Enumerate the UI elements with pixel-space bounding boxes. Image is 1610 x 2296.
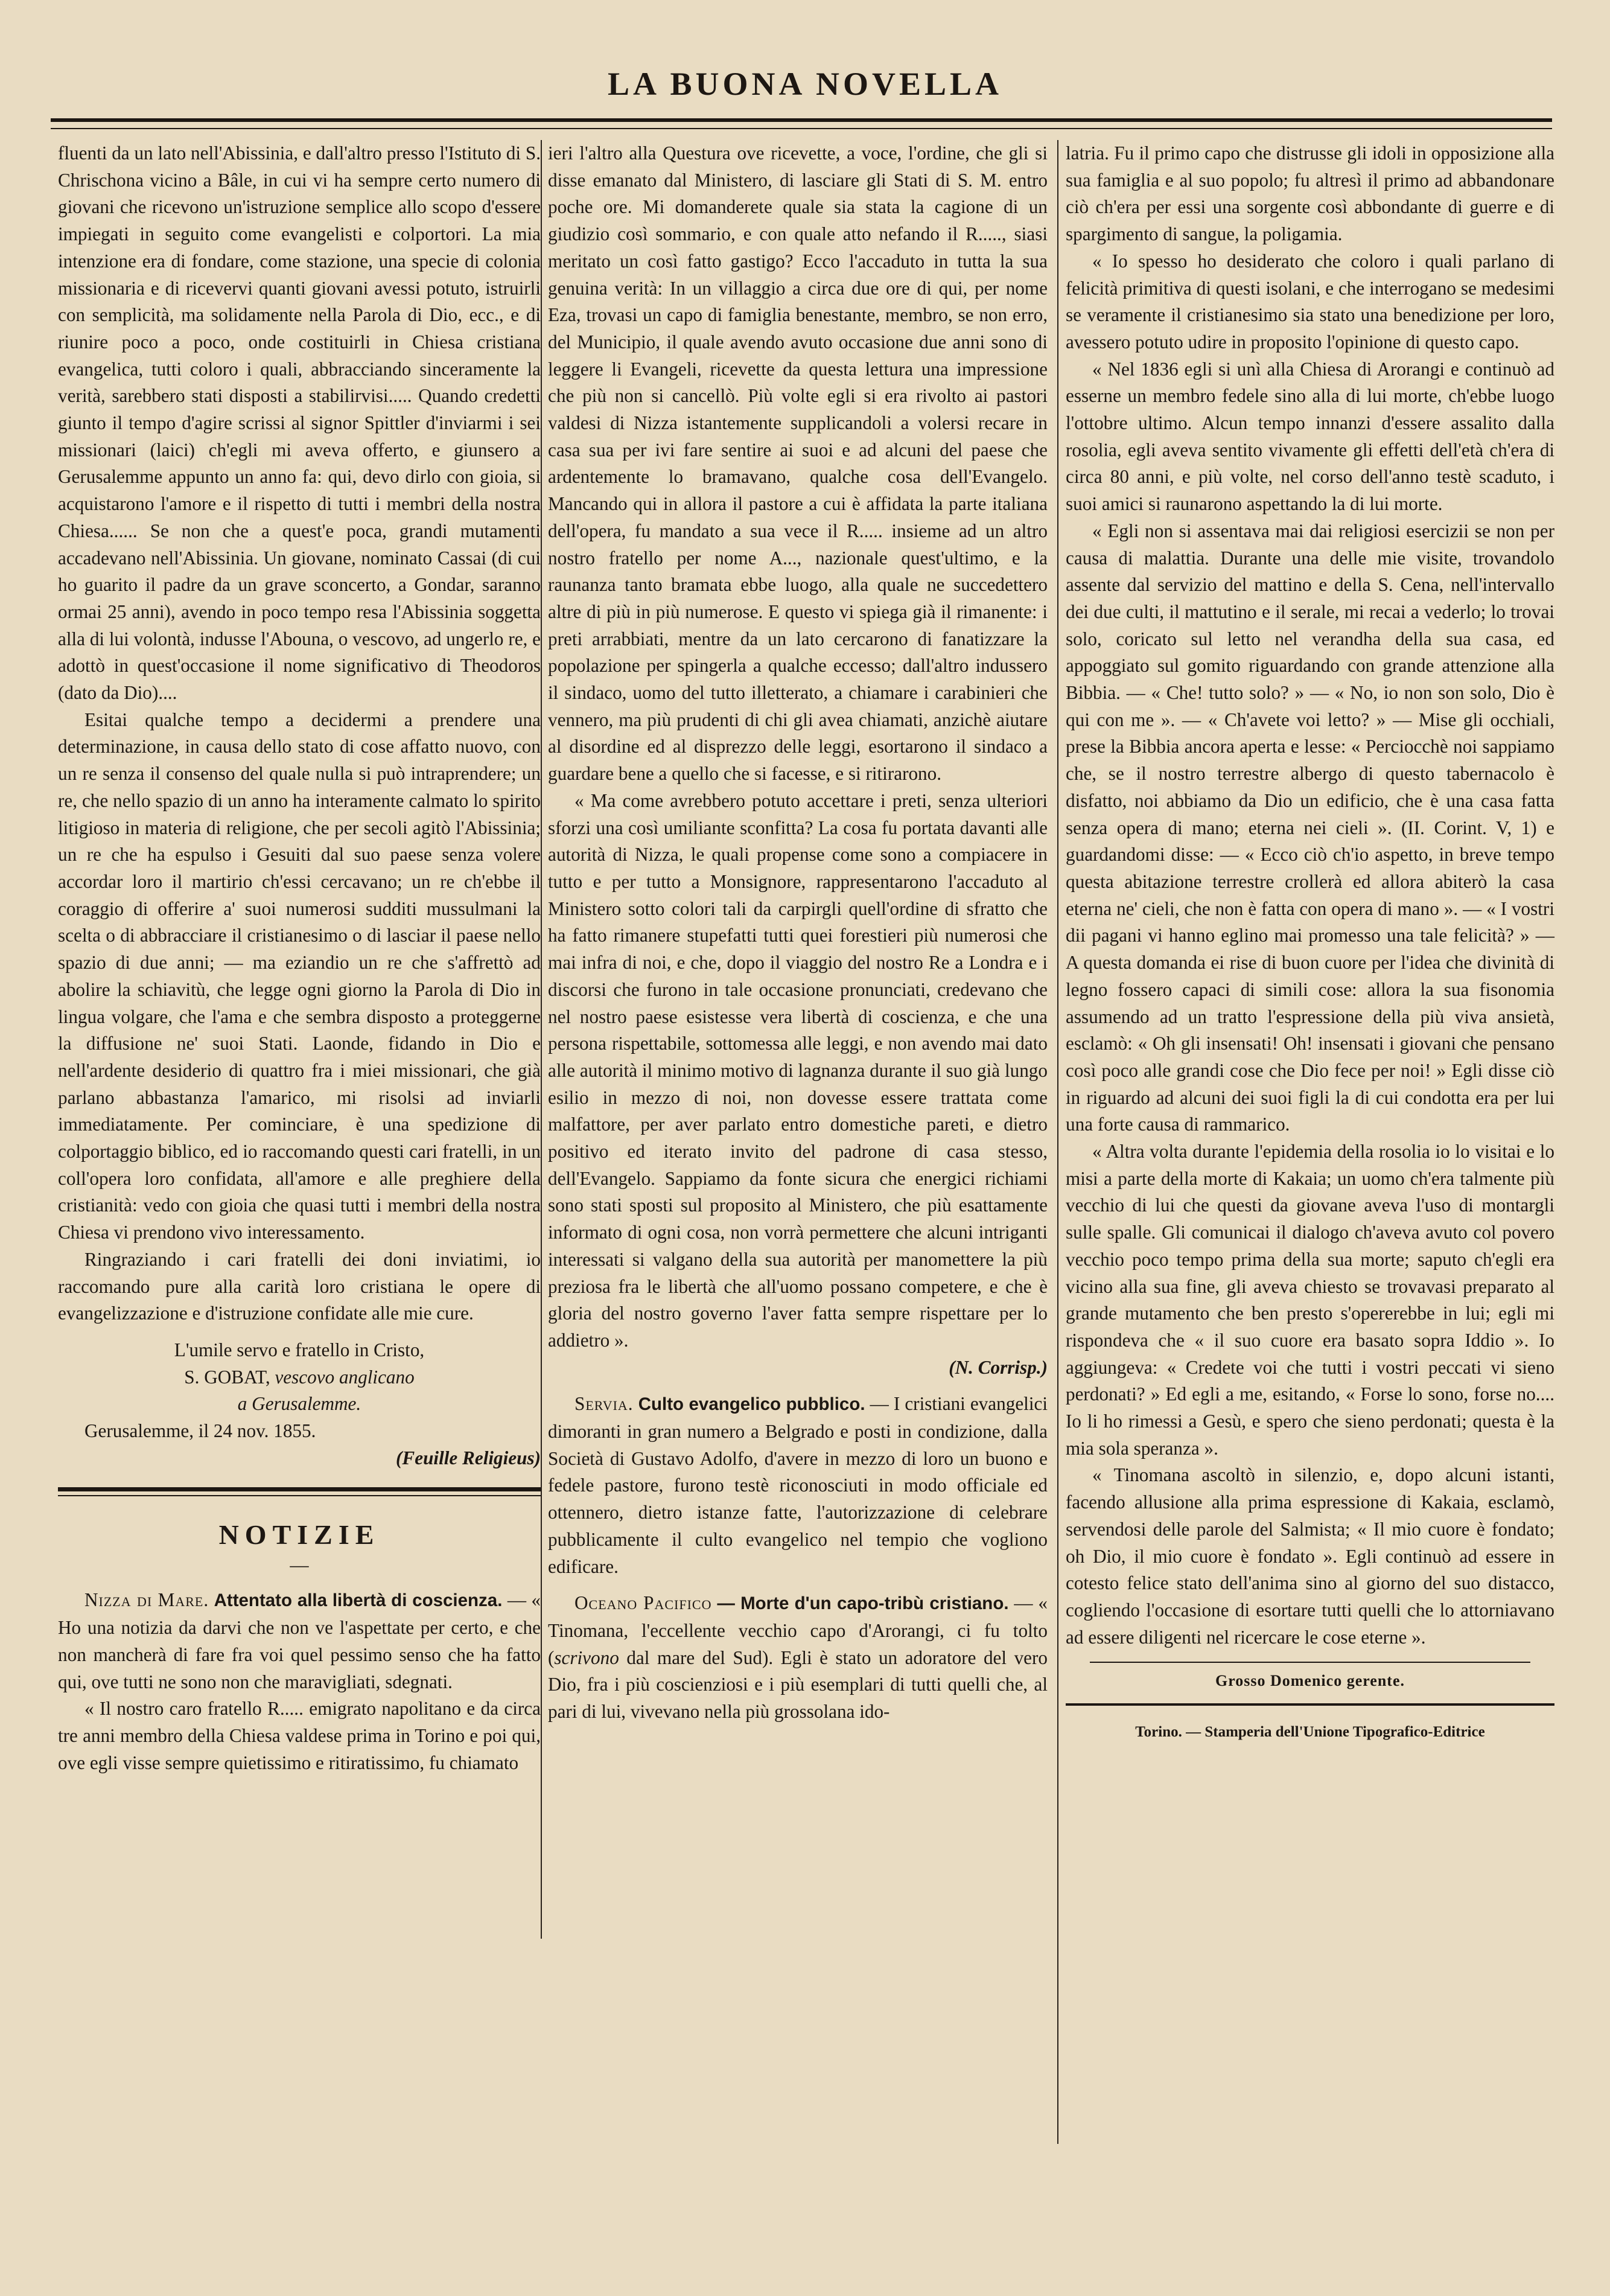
printer-line: Torino. — Stamperia dell'Unione Tipografico-Editrice (1135, 1724, 1485, 1741)
news-text: — « Ho una notizia da darvi che non ve l'aspettate per certo, e che non mancherà di fare fra voi quel pessimo senso che ha fatto qui, ove tutti ne sono non che maravigliati, sdegnati. (58, 1589, 541, 1692)
news-place: Servia. (574, 1393, 634, 1415)
section-separator (58, 1487, 541, 1496)
column-2 (548, 140, 1048, 1726)
news-text: « Altra volta durante l'epidemia della rosolia io lo visitai e lo misi a parte della morte di Kakaia; un uomo ch'era talmente più vecchio di lui che questi da giovane aveva l'uso di montargli sulle spalle. Gli comunicai il dialogo ch'aveva avuto col povero vecchio poco tempo prima della sua morte; saputo ch'egli era vicino alla sua fine, gli aveva chiesto se trovavasi preparato al grande mutamento che ben presto s'opererebbe in lui; egli mi rispondeva che « il suo cuore era basato sopra Iddio ». Io aggiungeva: « Credete voi che tutti i vostri peccati vi sieno perdonati? » Ed egli a me, esitando, « Forse lo sono, forse no.... Io li ho rimessi a Gesù, e spero che sieno perdonati; questa è la mia sola speranza ». (1066, 1141, 1554, 1459)
letter-paragraph: Ringraziando i cari fratelli dei doni inviatimi, io raccomando pure alla carità loro cristiana le opere di evangelizzazione e d'istruzione confidate alle mie cure. (58, 1248, 541, 1324)
news-headline: — Morte d'un capo-tribù cristiano. (717, 1593, 1009, 1614)
footer-rule (1090, 1662, 1530, 1663)
news-item-nizza (58, 1587, 541, 1695)
signer-place: a Gerusalemme. (237, 1393, 361, 1415)
news-item-servia (548, 1391, 1048, 1580)
signer-place-line (58, 1391, 541, 1418)
column-divider (1057, 140, 1058, 2144)
news-text: « Nel 1836 egli si unì alla Chiesa di Arorangi e continuò ad esserne un membro fedele sino alla di lui morte, ch'ebbe luogo l'ottobre ultimo. Alcun tempo innanzi d'essere assalito dalla rosolia, egli aveva sentito vivamente gli effetti dell'età ch'era di circa 80 anni, e più volte, nel corso dell'anno testè scaduto, i suoi amici si raunarono aspettando la di lui morte. (1066, 358, 1554, 515)
column-3 (1066, 140, 1554, 1746)
news-headline: Attentato alla libertà di coscienza. (214, 1590, 503, 1611)
letter-closing: L'umile servo e fratello in Cristo, (174, 1339, 425, 1360)
section-title: NOTIZIE (218, 1519, 380, 1551)
column-divider (541, 140, 542, 1939)
news-place: Nizza di Mare. (84, 1589, 209, 1611)
manager-line: Grosso Domenico gerente. (1215, 1672, 1405, 1690)
letter-signature (58, 1364, 541, 1391)
news-text-italic: scrivono (554, 1647, 619, 1668)
masthead-title: LA BUONA NOVELLA (607, 66, 1003, 102)
news-text: « Egli non si assentava mai dai religiosi esercizii se non per causa di malattia. Durante una delle mie visite, trovandolo assente dal servizio del mattino e della S. Cena, nell'intervallo dei due culti, il mattutino e il serale, mi recai a vederlo; lo trovai solo, coricato sul letto nel verandha della sua casa, ed appoggiato sul gomito riguardando con grande attenzione alla Bibbia. — « Che! tutto solo? » — « No, io non son solo, Dio è qui con me ». — « Ch'avete voi letto? » — Mise gli occhiali, prese la Bibbia ancora aperta e lesse: « Perciocchè noi sappiamo che, se il nostro terrestre albergo di questo tabernacolo è disfatto, noi abbiamo da Dio un edificio, che è una casa fatta senza opera di mano; eterna nei cieli ». (II. Corint. V, 1) e guardandomi disse: — « Ecco ciò ch'io aspetto, in breve tempo questa abitazione terrestre crollerà ed allora abiterò la casa eterna ne' cieli, che non è fatta con opera di mano ». — « I vostri dii pagani vi hanno eglino mai promesso una tale felicità? » — A questa domanda ei rise di buon cuore per l'idea che divinità di legno fossero capaci di simili cose: allora la sua fisonomia assumendo ad un tratto l'espressione della più viva ansietà, esclamò: « Oh gli insensati! Oh! insensati i giovani che pensano così poco alle grandi cose che Dio fece per noi! » Egli disse ciò in riguardo ad alcuni dei suoi figli la di cui condotta era per lui una forte causa di rammarico. (1066, 520, 1554, 1135)
letter-paragraph: Esitai qualche tempo a decidermi a prendere una determinazione, in causa dello stato di cose affatto nuovo, con un re senza il consenso del quale nulla si può intraprendere; un re, che nello spazio di un anno ha interamente calmato lo spirito litigioso in materia di religione, che per secoli agitò l'Abissinia; un re che ha espulso i Gesuiti dal suo paese senza volere accordar loro il martirio ch'essi cercavano; un re ch'ebbe il coraggio di offerire a' suoi numerosi sudditi mussulmani la scelta o di abbracciare il cristianesimo o di lasciar il paese nello spazio di due anni; — ma eziandio un re che s'affrettò ad abolire la schiavitù, che legge ogni giorno la Parola di Dio in lingua volgare, che l'ama e che sembra disposto a proteggerne la diffusione ne' suoi Stati. Laonde, fidando in Dio e nell'ardente desiderio di quattro fra i miei missionari, che già parlano abbastanza l'amarico, mi risolsi ad inviarli immediatamente. Per cominciare, è una spedizione di colportaggio biblico, ed io raccomando questi cari fratelli, in un coll'opera loro confidata, all'amore e alle preghiere della cristianità: vedo con gioia che quasi tutti i membri della nostra Chiesa vi prendono vivo interessamento. (58, 709, 541, 1243)
news-text: — I cristiani evangelici dimoranti in gran numero a Belgrado e posti in condizione, dalla Società di Gustavo Adolfo, d'avere in mezzo di loro un buono e fedele pastore, furono testè riconosciuti in modo officiale ed ottennero, dietro istanze fatte, l'autorizzazione di celebrare pubblicamente il culto evangelico nel tempio che vogliono edificare. (548, 1393, 1048, 1577)
news-headline: Culto evangelico pubblico. (638, 1394, 865, 1415)
news-text: « Ma come avrebbero potuto accettare i preti, senza ulteriori sforzi una così umiliante sconfitta? La cosa fu portata davanti alle autorità di Nizza, le quali propense come sono a compiacere in tutto e per tutto a Monsignore, rappresentarono l'accaduto al Ministero sotto colori tali da carpirgli quell'ordine di sfratto che ha fatto rimanere stupefatti tutti quei forestieri più numerosi che mai infra di noi, e che, dopo il viaggio del nostro Re a Londra e i discorsi che furono in tale occasione pronunciati, credevano che nel nostro paese esistesse vera libertà di coscienza, e che una persona rispettabile, sottomessa alle leggi, e non avendo mai dato alle autorità il minimo motivo di lagnanza durante il suo già lungo esilio in mezzo di noi, non dovesse essere trattata come malfattore, per aver parlato entro domestiche pareti, e dietro positivo ed iterato invito del padrone di casa stesso, dell'Evangelo. Sappiamo da fonte sicura che energici richiami sono stati sposti sul proposito al Ministero, che più esattamente informato di ogni cosa, non vorrà permettere che alcuni intriganti interessati si valgano della sua autorità per manomettere la più preziosa fra le libertà che all'uomo possano competere, e che è gloria del nostro governo l'aver fatta sempre rispettare per lo addietro ». (548, 789, 1048, 1351)
news-place: Oceano Pacifico (574, 1592, 712, 1614)
masthead-rule (51, 118, 1552, 129)
news-text: — « Tinomana, l'eccellente vecchio capo d'Arorangi, ci fu tolto ( (548, 1592, 1048, 1668)
news-text: latria. Fu il primo capo che distrusse gli idoli in opposizione alla sua famiglia e al suo popolo; fu altresì il primo ad abbandonare ciò ch'era per essi una sorgente così abbondante di guerre e di spargimento di sangue, la poligamia. (1066, 142, 1554, 245)
article-source: (N. Corrisp.) (949, 1356, 1048, 1378)
letter-paragraph: fluenti da un lato nell'Abissinia, e dall'altro presso l'Istituto di S. Chrischona vicino a Bâle, in cui vi ha sempre certo numero di giovani che ricevono un'istruzione semplice allo scopo d'essere impiegati in seguito come evangelisti e colportori. La mia intenzione era di fondare, come stazione, una specie di colonia missionaria e di ricevervi quanti giovani avessi potuto, istruirli con semplicità, ma solidamente nella Parola di Dio, ecc., e di riunire poco a poco, onde costituirli in Chiesa cristiana evangelica, tutti coloro i quali, abbracciando sinceramente la verità, sarebbero stati disposti a stabilirvisi..... Quando credetti giunto il tempo d'agire scrissi al signor Spittler d'inviarmi i sei missionari (laici) ch'egli mi aveva offerto, e giunsero a Gerusalemme appunto un anno fa: qui, devo dirlo con gioia, si acquistarono l'amore e il rispetto di tutti i membri della nostra Chiesa...... Se non che a quest'e poca, grandi mutamenti accadevano nell'Abissinia. Un giovane, nominato Cassai (di cui ho guarito il padre da un grave sconcerto, a Gondar, saranno ormai 25 anni), avendo in poco tempo resa l'Abissinia soggetta alla di lui volontà, indusse l'Abouna, o vescovo, ad ungerlo re, e adottò in quest'occasione il nome significativo di Theodoros (dato da Dio).... (58, 142, 541, 704)
news-text: dal mare del Sud). Egli è stato un adoratore del vero Dio, fra i più coscienziosi e i più esemplari di tutti quelli che, al pari di lui, vivevano nella più grossolana ido- (548, 1647, 1048, 1723)
news-text: « Io spesso ho desiderato che coloro i quali parlano di felicità primitiva di questi isolani, e che interrogano se medesimi se veramente il cristianesimo sia stato una benedizione per loro, avessero potuto udire in proposito l'opinione di questo capo. (1066, 250, 1554, 352)
footer-rule (1066, 1703, 1554, 1706)
letter-date: Gerusalemme, il 24 nov. 1855. (84, 1420, 316, 1442)
signer-title: vescovo anglicano (275, 1366, 415, 1388)
section-dash: — (290, 1554, 309, 1576)
news-text: « Tinomana ascoltò in silenzio, e, dopo alcuni istanti, facendo allusione alla prima espressione di Kakaia, esclamò, servendosi delle parole del Salmista; « Il mio cuore è fondato; oh Dio, il mio cuore è fondato ». Egli continuò ad essere in cotesto felice stato dell'anima sino al giorno del suo distacco, cogliendo l'occasione di esortare tutti quelli che lo attorniavano ad essere diligenti nel ricercare le cose eterne ». (1066, 1464, 1554, 1648)
news-item-oceano (548, 1590, 1048, 1726)
news-text: « Il nostro caro fratello R..... emigrato napolitano e da circa tre anni membro della Chiesa valdese prima in Torino e poi qui, ove egli visse sempre quietissimo e ritiratissimo, fu chiamato (58, 1698, 541, 1773)
column-1 (58, 140, 541, 1776)
signer-name: S. GOBAT, (184, 1366, 270, 1388)
news-text: ieri l'altro alla Questura ove ricevette, a voce, l'ordine, che gli si disse emanato dal Ministero, di lasciare gli Stati di S. M. entro poche ore. Mi domanderete quale sia stata la cagione di un giudizio così sommario, e con quale atto nefando il R....., siasi meritato un così fatto gastigo? Ecco l'accaduto in tutta la sua genuina verità: In un villaggio a circa due ore di qui, per nome Eza, trovasi un capo di famiglia benestante, membro, se non erro, del Municipio, il quale avendo avuto occasione due anni sono di leggere li Evangeli, ricevette da questa lettura una impressione che più non si cancellò. Più volte egli si era rivolto ai pastori valdesi di Nizza istantemente supplicandoli a volersi recare in casa sua per ivi fare sentire ai suoi e ad alcuni del paese che ardentemente lo bramavano, qualche cosa dell'Evangelo. Mancando qui in allora il pastore a cui è affidata la parte italiana dell'opera, fu mandato a sua vece il R..... insieme ad un altro nostro fratello per nome A..., nazionale quest'ultimo, e la raunanza tanto bramata ebbe luogo, alla quale ne succedettero altre di più in più numerose. E questo vi spiega già il rimanente: i preti arrabbiati, mentre da un lato cercarono di fanatizzare la popolazione per spingerla a qualche eccesso; dall'altro indussero il sindaco, uomo del tutto illetterato, a chiamare i carabinieri che vennero, ma più prudenti di chi gli avea chiamati, anzichè aiutare al disordine ed al disprezzo delle leggi, esortarono il sindaco a guardare bene a quello che si facesse, e si ritirarono. (548, 142, 1048, 785)
article-source: (Feuille Religieus) (396, 1447, 541, 1468)
